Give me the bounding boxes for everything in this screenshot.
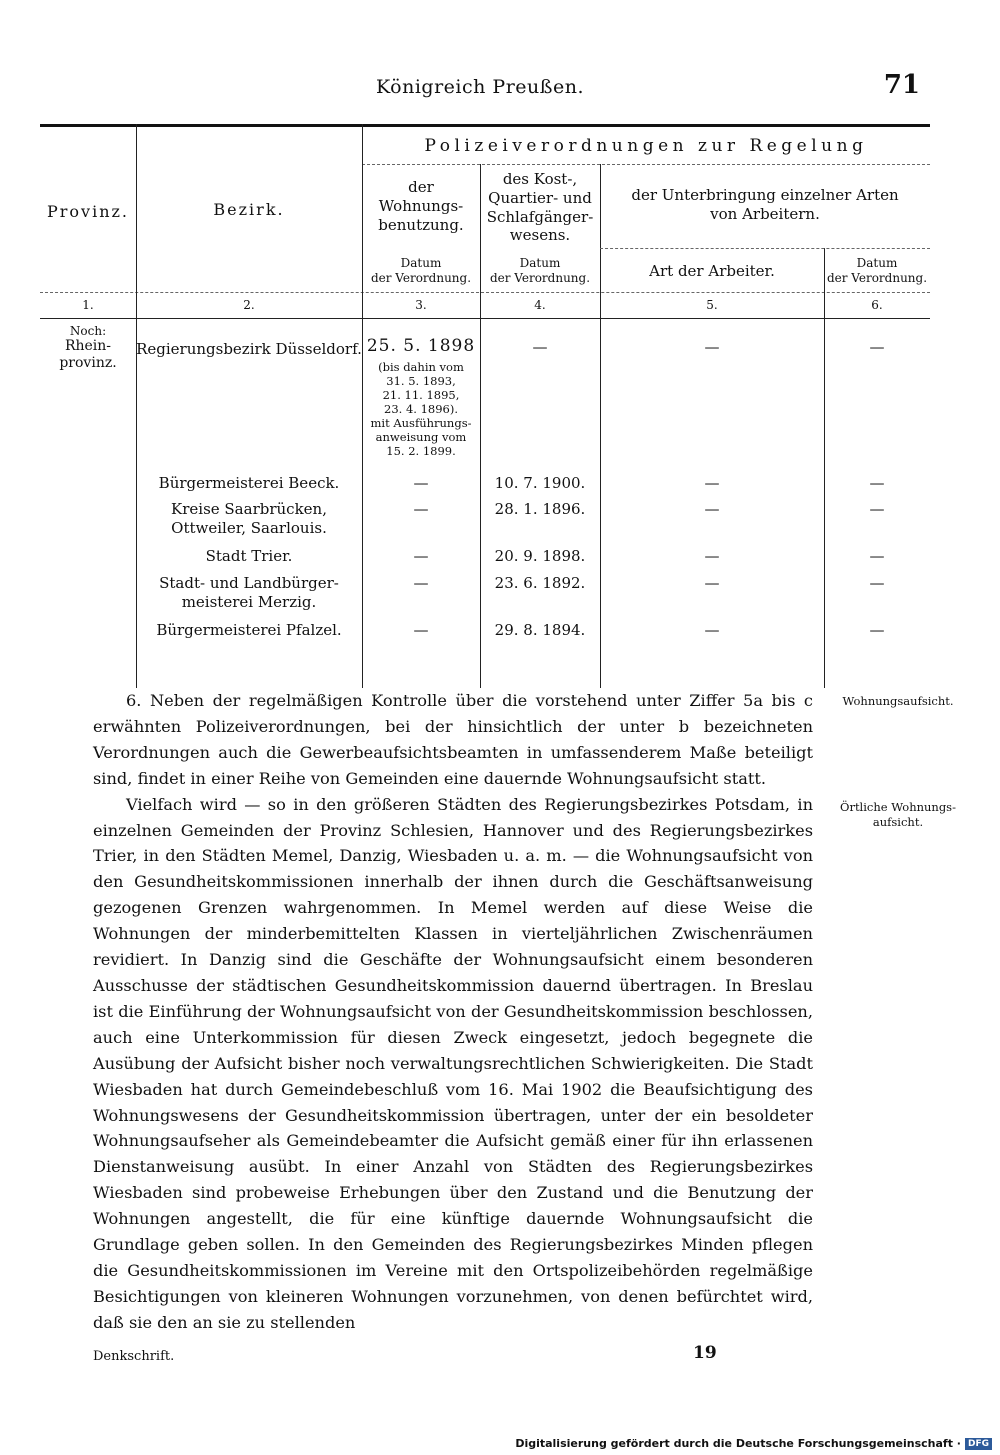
table-row-4-date: 20. 9. 1898. — [494, 547, 586, 565]
table-row-2-dash-5: — — [704, 474, 720, 492]
credit-text: Digitalisierung gefördert durch die Deutsche Forschungsgemeinschaft · — [515, 1437, 961, 1450]
table-row-5-dash-5: — — [704, 574, 720, 592]
margin-note-2: Örtliche Wohnungs- aufsicht. — [840, 800, 956, 829]
dfg-logo: DFG — [965, 1438, 992, 1450]
header-workers-date: Datum der Verordnung. — [826, 256, 928, 285]
table-row-3-dash-5: — — [704, 500, 720, 518]
body-text — [93, 688, 813, 1336]
header-lodging: des Kost-, Quartier- und Schlafgänger- wesens. — [486, 170, 594, 245]
page-header — [40, 70, 920, 110]
header-district: Bezirk. — [213, 200, 285, 219]
table-row-6-dash-5: — — [704, 621, 720, 639]
ordinance-table — [40, 124, 930, 688]
header-rule — [40, 292, 930, 293]
colnum-1: 1. — [82, 298, 94, 312]
table-row-2-district: Bürgermeisterei Beeck. — [158, 474, 340, 492]
table-row-4-district: Stadt Trier. — [205, 547, 293, 565]
table-row-5-dash-6: — — [869, 574, 885, 592]
table-row-1-dash-4: — — [532, 338, 548, 356]
header-worker-kind: Art der Arbeiter. — [649, 262, 775, 280]
page-number: 71 — [883, 70, 920, 100]
table-top-rule — [40, 124, 930, 127]
colnum-3: 3. — [415, 298, 427, 312]
table-row-5-district: Stadt- und Landbürger- meisterei Merzig. — [159, 574, 339, 611]
signature-mark: Denkschrift. — [93, 1349, 175, 1364]
table-row-4-dash-6: — — [869, 547, 885, 565]
margin-note-1: Wohnungsaufsicht. — [842, 694, 954, 708]
header-lodging-date: Datum der Verordnung. — [489, 256, 591, 285]
table-row-4-dash-3: — — [413, 547, 429, 565]
table-row-6-dash-3: — — [413, 621, 429, 639]
table-row-3-district: Kreise Saarbrücken, Ottweiler, Saarlouis. — [171, 500, 327, 537]
colnum-6: 6. — [871, 298, 883, 312]
group-header-rule — [362, 164, 930, 165]
table-row-5-dash-3: — — [413, 574, 429, 592]
region-cell: Noch: Rhein- provinz. — [59, 324, 117, 372]
table-row-6-dash-6: — — [869, 621, 885, 639]
sheet-number: 19 — [693, 1343, 717, 1363]
table-row-3-dash-6: — — [869, 500, 885, 518]
header-province: Provinz. — [46, 202, 130, 221]
header-group: Polizeiverordnungen zur Regelung — [424, 136, 868, 156]
table-row-1-date: 25. 5. 1898 — [366, 336, 476, 356]
table-row-1-note: (bis dahin vom 31. 5. 1893, 21. 11. 1895, 23. 4. 1896). mit Ausführungs- anweisung vom 15. 2. 1899. — [370, 360, 472, 459]
table-row-3-dash-3: — — [413, 500, 429, 518]
colnum-rule — [40, 318, 930, 319]
page-footer — [93, 1343, 813, 1367]
colnum-5: 5. — [706, 298, 718, 312]
running-title: Königreich Preußen. — [376, 76, 584, 98]
table-row-5-date: 23. 6. 1892. — [494, 574, 586, 592]
workers-subheader-rule — [600, 248, 930, 249]
digitization-credit — [515, 1436, 992, 1451]
table-row-1-dash-5: — — [704, 338, 720, 356]
colnum-2: 2. — [243, 298, 255, 312]
table-row-2-dash-6: — — [869, 474, 885, 492]
table-row-3-date: 28. 1. 1896. — [494, 500, 586, 518]
table-row-4-dash-5: — — [704, 547, 720, 565]
table-row-1-dash-6: — — [869, 338, 885, 356]
table-row-2-date: 10. 7. 1900. — [494, 474, 586, 492]
paragraph-2: Vielfach wird — so in den größeren Städten des Regierungsbezirkes Potsdam, in einzelnen Gemeinden der Provinz Schlesien, Hannover und des Regierungsbezirkes Trier, in den Städten Memel, Danzig, Wiesbaden u. a. m. — die Wohnungsaufsicht von den Gesundheitskommissionen innerhalb der ihnen durch die Geschäftsanweisung gezogenen Grenzen wahrgenommen. In Memel werden auf diese Weise die Wohnungen der minderbemittelten Klassen in vierteljährlichen Zwischenräumen revidiert. In Danzig sind die Geschäfte der Wohnungsaufsicht einem besonderen Ausschusse der städtischen Gesundheitskommission dauernd übertragen. In Breslau ist die Einführung der Wohnungsaufsicht von der Gesundheitskommission beschlossen, auch eine Unterkommission für diesen Zweck eingesetzt, jedoch begegnete die Ausübung der Aufsicht bisher noch verwaltungsrechtlichen Schwierigkeiten. Die Stadt Wiesbaden hat durch Gemeindebeschluß vom 16. Mai 1902 die Beaufsichtigung des Wohnungswesens der Gesundheitskommission übertragen, unter der ein besoldeter Wohnungsaufseher als Gemeindebeamter die Aufsicht gemäß einer für ihn erlassenen Dienstanweisung ausübt. In einer Anzahl von Städten des Regierungsbezirkes Wiesbaden sind probeweise Erhebungen über den Zustand und die Benutzung der Wohnungen angestellt, die für eine künftige dauernde Wohnungsaufsicht die Grundlage geben sollen. In den Gemeinden des Regierungsbezirkes Minden pflegen die Gesundheitskommissionen im Vereine mit den Ortspolizeibehörden regelmäßige Besichtigungen von kleineren Wohnungen vorzunehmen, von denen befürchtet wird, daß sie den an sie zu stellenden — [93, 794, 813, 1332]
table-row-2-dash-3: — — [413, 474, 429, 492]
table-row-6-district: Bürgermeisterei Pfalzel. — [156, 621, 342, 639]
paragraph-1: 6. Neben der regelmäßigen Kontrolle über die vorstehend unter Ziffer 5a bis c erwähnten Polizeiverordnungen, bei der hinsichtlich der unter b bezeichneten Verordnungen auch die Gewerbeaufsichtsbeamten in umfassenderem Maße beteiligt sind, findet in einer Reihe von Gemeinden eine dauernde Wohnungsaufsicht statt. — [93, 691, 813, 788]
header-housing-use: der Wohnungs- benutzung. — [378, 178, 464, 234]
header-housing-use-date: Datum der Verordnung. — [370, 256, 472, 285]
table-row-1-district: Regierungsbezirk Düsseldorf. — [136, 340, 362, 358]
header-workers: der Unterbringung einzelner Arten von Arbeitern. — [631, 186, 899, 223]
table-row-6-date: 29. 8. 1894. — [494, 621, 586, 639]
colnum-4: 4. — [534, 298, 546, 312]
col-divider-4 — [600, 164, 601, 688]
